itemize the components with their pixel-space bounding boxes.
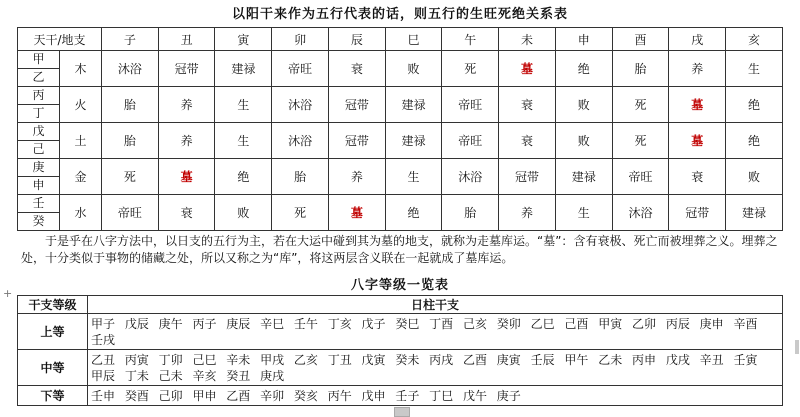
stage-cell: 建禄 — [555, 159, 612, 195]
branch-header: 亥 — [726, 28, 783, 51]
stage-cell: 冠带 — [328, 123, 385, 159]
element-cell: 火 — [60, 87, 102, 123]
stem-label: 癸 — [18, 212, 59, 230]
stem-pair-cell — [18, 123, 60, 159]
stem-label: 申 — [18, 176, 59, 194]
stage-cell: 胎 — [442, 195, 499, 231]
stage-cell: 败 — [215, 195, 272, 231]
stage-cell: 墓 — [669, 87, 726, 123]
stem-label: 丙 — [32, 88, 45, 102]
stage-cell: 胎 — [102, 87, 159, 123]
corner-header: 天干/地支 — [18, 28, 102, 51]
stage-cell: 衰 — [499, 87, 556, 123]
branch-header: 戌 — [669, 28, 726, 51]
stage-cell: 养 — [158, 123, 215, 159]
stage-cell: 建禄 — [385, 123, 442, 159]
branch-header: 寅 — [215, 28, 272, 51]
stem-label: 甲 — [32, 52, 45, 66]
stage-cell: 败 — [726, 159, 783, 195]
branch-header: 辰 — [328, 28, 385, 51]
stage-cell: 死 — [272, 195, 329, 231]
table-title-bazi-grades: 八字等级一览表 — [350, 278, 449, 293]
stage-cell: 建禄 — [726, 195, 783, 231]
table-row — [18, 314, 783, 350]
branch-header: 申 — [555, 28, 612, 51]
stage-cell: 沐浴 — [442, 159, 499, 195]
stage-cell: 沐浴 — [272, 123, 329, 159]
stage-cell: 衰 — [499, 123, 556, 159]
stage-cell: 墓 — [669, 123, 726, 159]
stem-label: 壬 — [32, 196, 45, 210]
stage-cell: 死 — [442, 51, 499, 87]
grade-header: 干支等级 — [18, 296, 88, 314]
stage-cell: 冠带 — [328, 87, 385, 123]
grade-cell: 上等 — [18, 314, 88, 350]
resize-handle-icon[interactable] — [394, 407, 410, 417]
element-cell: 水 — [60, 195, 102, 231]
table-title-life-stages: 以阳干来作为五行代表的话，则五行的生旺死绝关系表 — [231, 7, 568, 22]
pillar-list-cell: 甲子 戊辰 庚午 丙子 庚辰 辛巳 壬午 丁亥 戊子 癸巳 丁酉 己亥 癸卯 乙巳 己酉 甲寅 乙卯 丙辰 庚申 辛酉 壬戌 — [88, 314, 783, 350]
stage-cell: 建禄 — [215, 51, 272, 87]
pillar-list-cell: 壬申 癸酉 己卯 甲申 乙酉 辛卯 癸亥 丙午 戊申 壬子 丁巳 戊午 庚子 — [88, 386, 783, 406]
table-row — [18, 195, 783, 231]
stage-cell: 生 — [385, 159, 442, 195]
stage-cell: 败 — [385, 51, 442, 87]
stage-cell: 生 — [726, 51, 783, 87]
stage-cell: 帝旺 — [612, 159, 669, 195]
stage-cell: 胎 — [102, 123, 159, 159]
stage-cell: 败 — [555, 123, 612, 159]
table-row — [18, 386, 783, 406]
stage-cell: 绝 — [215, 159, 272, 195]
explanation-paragraph: 于是乎在八字方法中，以日支的五行为主，若在大运中碰到其为墓的地支，就称为走墓库运。“墓”：含有衰极、死亡而被埋葬之义。埋葬之处，十分类似于事物的储藏之处，所以又称之为“库”，将这两层含义联在一起就成了墓库运。 — [21, 234, 778, 265]
stage-cell: 墓 — [499, 51, 556, 87]
stage-cell: 帝旺 — [442, 123, 499, 159]
element-cell: 木 — [60, 51, 102, 87]
table-row — [18, 159, 783, 195]
stage-cell: 墓 — [158, 159, 215, 195]
stage-cell: 死 — [102, 159, 159, 195]
stage-cell: 胎 — [272, 159, 329, 195]
five-elements-life-stage-table — [17, 27, 783, 231]
branch-header: 丑 — [158, 28, 215, 51]
stem-label: 己 — [18, 140, 59, 158]
stem-label: 戊 — [32, 124, 45, 138]
stage-cell: 冠带 — [158, 51, 215, 87]
stage-cell: 沐浴 — [102, 51, 159, 87]
pillar-list-cell: 乙丑 丙寅 丁卯 己巳 辛未 甲戌 乙亥 丁丑 戊寅 癸未 丙戌 乙酉 庚寅 壬辰 甲午 乙未 丙申 戊戌 辛丑 壬寅 甲辰 丁未 己未 辛亥 癸丑 庚戌 — [88, 350, 783, 386]
grade-cell: 下等 — [18, 386, 88, 406]
stage-cell: 绝 — [726, 123, 783, 159]
branch-header: 未 — [499, 28, 556, 51]
stem-pair-cell — [18, 159, 60, 195]
table-row — [18, 350, 783, 386]
stage-cell: 养 — [669, 51, 726, 87]
stage-cell: 沐浴 — [612, 195, 669, 231]
branch-header: 巳 — [385, 28, 442, 51]
stage-cell: 生 — [555, 195, 612, 231]
stage-cell: 衰 — [669, 159, 726, 195]
stage-cell: 养 — [328, 159, 385, 195]
stage-cell: 胎 — [612, 51, 669, 87]
stage-cell: 建禄 — [385, 87, 442, 123]
stage-cell: 衰 — [328, 51, 385, 87]
stage-cell: 养 — [499, 195, 556, 231]
element-cell: 金 — [60, 159, 102, 195]
stage-cell: 帝旺 — [272, 51, 329, 87]
stage-cell: 绝 — [385, 195, 442, 231]
branch-header: 子 — [102, 28, 159, 51]
stage-cell: 帝旺 — [102, 195, 159, 231]
stem-pair-cell — [18, 195, 60, 231]
stage-cell: 养 — [158, 87, 215, 123]
stem-pair-cell — [18, 51, 60, 87]
stage-cell: 墓 — [328, 195, 385, 231]
stage-cell: 败 — [555, 87, 612, 123]
table-row — [18, 51, 783, 87]
stage-cell: 生 — [215, 123, 272, 159]
stage-cell: 冠带 — [669, 195, 726, 231]
stage-cell: 死 — [612, 123, 669, 159]
bazi-grade-table — [17, 295, 783, 406]
pillar-header: 日柱干支 — [88, 296, 783, 314]
grade-cell: 中等 — [18, 350, 88, 386]
stem-label: 丁 — [18, 104, 59, 122]
scrollbar-thumb[interactable] — [795, 340, 799, 354]
table-row — [18, 123, 783, 159]
stem-pair-cell — [18, 87, 60, 123]
stage-cell: 衰 — [158, 195, 215, 231]
branch-header: 午 — [442, 28, 499, 51]
add-row-handle-icon[interactable]: + — [3, 287, 13, 300]
stage-cell: 冠带 — [499, 159, 556, 195]
branch-header: 酉 — [612, 28, 669, 51]
stage-cell: 生 — [215, 87, 272, 123]
stage-cell: 沐浴 — [272, 87, 329, 123]
table-row — [18, 87, 783, 123]
stage-cell: 帝旺 — [442, 87, 499, 123]
stem-label: 乙 — [18, 68, 59, 86]
stem-label: 庚 — [32, 160, 45, 174]
stage-cell: 绝 — [726, 87, 783, 123]
element-cell: 土 — [60, 123, 102, 159]
stage-cell: 死 — [612, 87, 669, 123]
branch-header: 卯 — [272, 28, 329, 51]
stage-cell: 绝 — [555, 51, 612, 87]
